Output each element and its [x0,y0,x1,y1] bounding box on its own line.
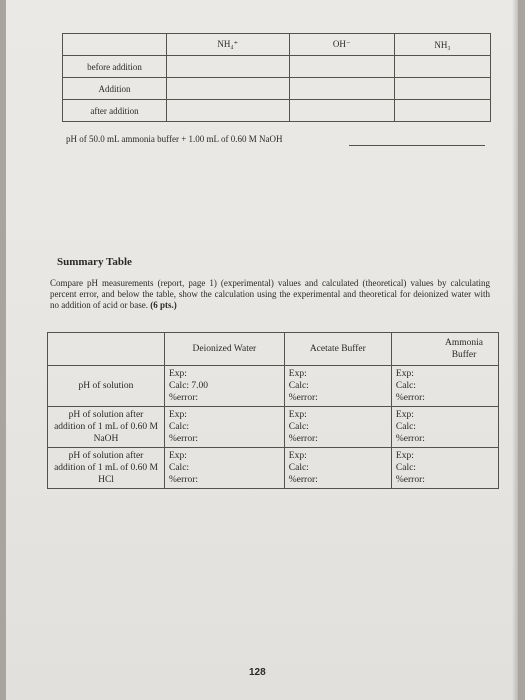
header-cell-blank [63,34,167,56]
header-acetate-buffer: Acetate Buffer [284,333,391,366]
worksheet-page [6,0,518,700]
table-row [63,100,491,122]
row-label-addition: Addition [63,78,167,100]
page-edge-shadow [512,0,518,700]
exp-label: Exp: [395,410,414,420]
section-title: Summary Table [57,256,132,268]
blank-cell[interactable] [394,78,490,100]
exp-label: Exp: [288,369,307,379]
exp-label: Exp: [288,451,307,461]
row-label-hcl: pH of solution after addition of 1 mL of 0.60 M HCl [48,448,165,489]
ph-answer-blank[interactable] [349,145,485,146]
blank-cell[interactable] [167,100,290,122]
calc-label: Calc: [288,463,309,473]
table-header-row [48,333,499,366]
error-label: %error: [169,475,199,485]
error-label: %error: [395,434,425,444]
exp-label: Exp: [169,451,187,461]
calc-label: Calc: [169,463,190,473]
summary-table [47,332,499,489]
blank-cell[interactable] [289,56,394,78]
table-row [63,78,491,100]
header-cell-oh: OH⁻ [289,34,394,56]
calc-label: Calc: [395,381,416,391]
exp-label: Exp: [288,410,307,420]
data-cell[interactable] [284,407,391,448]
row-label-ph: pH of solution [48,366,165,407]
header-cell-nh4: NH₄⁺ [167,34,290,56]
blank-cell[interactable] [167,78,290,100]
data-cell[interactable] [165,366,285,407]
header-cell-nh3: NH₃ [394,34,490,56]
header-ammonia-buffer: Ammonia Buffer [391,333,498,366]
exp-label: Exp: [169,369,187,379]
calc-label: Calc: [288,422,309,432]
error-label: %error: [395,393,425,403]
blank-cell[interactable] [289,100,394,122]
page-number: 128 [249,667,266,678]
data-cell[interactable] [391,407,498,448]
error-label: %error: [288,393,318,403]
blank-cell[interactable] [167,56,290,78]
table-row [48,448,499,489]
ph-question: pH of 50.0 mL ammonia buffer + 1.00 mL of 0.60 M NaOH [66,134,283,144]
error-label: %error: [288,434,318,444]
row-label-before: before addition [63,56,167,78]
calc-label: Calc: 7.00 [169,381,209,391]
points-label: (6 pts.) [150,300,177,310]
header-deionized-water: Deionized Water [165,333,285,366]
blank-cell[interactable] [394,100,490,122]
table-row [63,56,491,78]
error-label: %error: [169,434,199,444]
exp-label: Exp: [395,369,414,379]
row-label-after: after addition [63,100,167,122]
row-label-naoh: pH of solution after addition of 1 mL of 0.60 M NaOH [48,407,165,448]
table-row [48,366,499,407]
instructions-text: Compare pH measurements (report, page 1) (experimental) values and calculated (theoretical) values by calculating percent error, and below the table, show the calculation using the experimental and theoretical for deionized water with no addition of acid or base. [50,278,490,310]
instructions [50,278,490,311]
ion-amounts-table [62,33,491,122]
data-cell[interactable] [284,448,391,489]
error-label: %error: [288,475,318,485]
blank-cell[interactable] [289,78,394,100]
exp-label: Exp: [395,451,414,461]
data-cell[interactable] [165,407,285,448]
table-row [48,407,499,448]
calc-label: Calc: [288,381,309,391]
table-header-row [63,34,491,56]
data-cell[interactable] [391,448,498,489]
calc-label: Calc: [395,463,416,473]
data-cell[interactable] [284,366,391,407]
blank-cell[interactable] [394,56,490,78]
exp-label: Exp: [169,410,187,420]
calc-label: Calc: [395,422,416,432]
calc-label: Calc: [169,422,190,432]
error-label: %error: [395,475,425,485]
data-cell[interactable] [165,448,285,489]
header-cell-blank [48,333,165,366]
error-label: %error: [169,393,199,403]
data-cell[interactable] [391,366,498,407]
